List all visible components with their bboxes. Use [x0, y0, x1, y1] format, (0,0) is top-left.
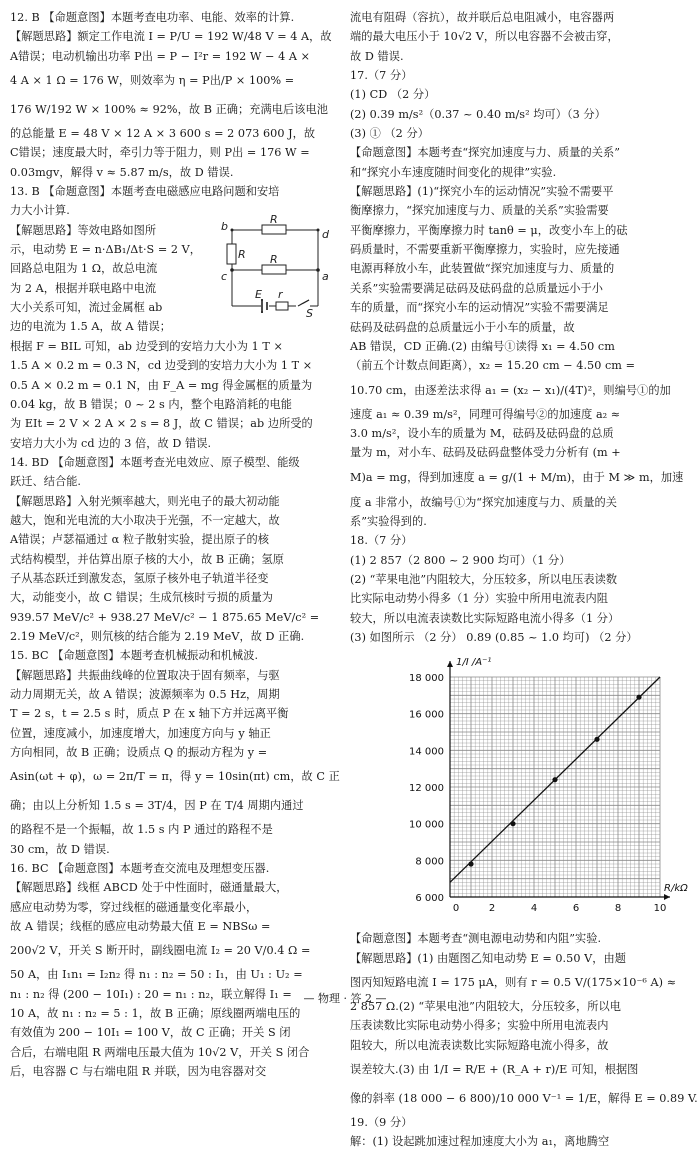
- text-line: 越大，饱和光电流的大小取决于光强，不一定越大，故: [10, 513, 280, 527]
- data-point: [510, 821, 515, 826]
- y-tick-label: 14 000: [409, 746, 444, 758]
- text-line: 2.19 MeV/c²，则氘核的结合能为 2.19 MeV，故 D 正确.: [10, 629, 305, 643]
- text-line: 关系”实验需要满足砝码及砝码盘的总质量远小于小: [350, 281, 603, 295]
- y-tick-label: 16 000: [409, 709, 444, 721]
- data-point: [552, 777, 557, 782]
- text-line: 【命题意图】本题考查“探究加速度与力、质量的关系”: [350, 146, 621, 160]
- text-line: 的路程不是一个振幅，故 1.5 s 内 P 通过的路程不是: [10, 823, 273, 837]
- y-tick-label: 10 000: [409, 819, 444, 831]
- text-line: 【解题思路】(1)“探究小车的运动情况”实验不需要平: [350, 185, 614, 199]
- text-line: T = 2 s，t = 2.5 s 时，质点 P 在 x 轴下方并远离平衡: [10, 707, 289, 721]
- label-R-top: R: [270, 213, 278, 226]
- text-line: 比实际电动势小得多（1 分）实验中所用电流表内阻: [350, 592, 609, 606]
- x-tick-label: 2: [488, 903, 496, 915]
- text-line: 边的电流为 1.5 A，故 A 错误；: [10, 320, 172, 334]
- text-line: 压表读数比实际电动势小得多；实验中所用电流表内: [350, 1019, 609, 1033]
- text-line: （前五个计数点间距离），x₂ = 15.20 cm − 4.50 cm =: [350, 359, 635, 373]
- text-line: 回路总电阻为 1 Ω，故总电流: [10, 262, 158, 276]
- text-line: 1.5 A × 0.2 m = 0.3 N，cd 边受到的安培力大小为 1 T ×: [10, 359, 313, 373]
- x-tick-label: 6: [572, 903, 580, 915]
- label-E: E: [255, 288, 262, 301]
- text-line: 10 A，故 n₁ : n₂ = 5 : 1，故 B 正确；原线圈两端电压的: [10, 1007, 301, 1021]
- text-line: (1) CD （2 分）: [350, 88, 436, 102]
- text-line: 根据 F = BIL 可知，ab 边受到的安培力大小为 1 T ×: [10, 339, 283, 353]
- text-line: (1) 2 857（2 800 ~ 2 900 均可）（1 分）: [350, 553, 571, 567]
- text-line: 量为 m，对小车、砝码及砝码盘整体受力分析有 (m +: [350, 446, 621, 460]
- text-line: 阻较大，所以电流表读数比实际短路电流小得多，故: [350, 1038, 609, 1052]
- x-tick-label: 4: [530, 903, 538, 915]
- text-line: 176 W/192 W × 100% ≈ 92%，故 B 正确；充满电后该电池: [10, 103, 328, 117]
- left-column: [10, 8, 338, 1082]
- text-line: 示，电动势 E = n·ΔB₁/Δt·S = 2 V，: [10, 243, 202, 257]
- text-line: 位置，速度减小，加速度增大，加速度方向与 y 轴正: [10, 726, 271, 740]
- x-tick-label: 8: [614, 903, 622, 915]
- text-line: 12. B 【命题意图】本题考查电功率、电能、效率的计算.: [10, 11, 295, 24]
- chart-18-figure: [350, 647, 688, 929]
- text-line: 为 2 A，根据并联电路中电流: [10, 281, 157, 295]
- x-axis-label: R/kΩ: [664, 883, 688, 895]
- text-line: 939.57 MeV/c² + 938.27 MeV/c² − 1 875.65 MeV/c² =: [10, 610, 320, 624]
- text-line: 子从基态跃迁到激发态，氢原子核外电子轨道半径变: [10, 571, 269, 585]
- text-line: 合后，右端电阻 R 两端电压最大值为 10√2 V，开关 S 闭合: [10, 1045, 310, 1059]
- text-line: A错误；电动机输出功率 P出 = P − I²r = 192 W − 4 A ×: [10, 49, 311, 63]
- label-S: S: [306, 307, 313, 320]
- node-a: [316, 268, 320, 272]
- y-tick-label: 6 000: [415, 893, 444, 905]
- text-line: 【解题思路】额定工作电流 I = P/U = 192 W/48 V = 4 A，故: [10, 30, 332, 44]
- text-line: 度 a 非常小，故编号①为“探究加速度与力、质量的关: [350, 495, 617, 509]
- text-line: 2 857 Ω.(2) “苹果电池”内阻较大，分压较多，所以电: [350, 1000, 621, 1013]
- text-line: 砝码及砝码盘的总质量远小于小车的质量，故: [350, 320, 575, 334]
- text-line: C错误；速度最大时，牵引力等于阻力，则 P出 = 176 W =: [10, 146, 310, 160]
- data-point: [468, 862, 473, 867]
- y-tick-label: 8 000: [415, 856, 444, 868]
- text-line: 力大小计算.: [10, 204, 70, 218]
- text-line: 流电有阻碍（容抗），故并联后总电阻减小，电容器两: [350, 11, 615, 24]
- node-b: [230, 268, 234, 272]
- text-line: 的总能量 E = 48 V × 12 A × 3 600 s = 2 073 600 J，故: [10, 127, 316, 141]
- text-line: 后，电容器 C 与右端电阻 R 并联，因为电容器对交: [10, 1065, 267, 1079]
- text-line: 确；由以上分析知 1.5 s = 3T/4，因 P 在 T/4 周期内通过: [10, 799, 304, 813]
- text-line: 0.03mgv，解得 v ≈ 5.87 m/s，故 D 错误.: [10, 165, 234, 179]
- page-footer: — 物理 · 答 2 —: [303, 992, 387, 1005]
- resistor-top: [262, 225, 286, 234]
- text-line: 式结构模型，并估算出原子核的大小，故 B 正确；氢原: [10, 552, 284, 566]
- text-line: 有效值为 200 − 10I₁ = 100 V，故 C 正确；开关 S 闭: [10, 1026, 291, 1040]
- text-line: 【解题思路】(1) 由题图乙知电动势 E = 0.50 V，由题: [350, 951, 626, 965]
- text-line: 【解题思路】共振曲线峰的位置取决于固有频率，与驱: [10, 668, 280, 682]
- y-axis-arrow: [447, 661, 453, 667]
- text-line: 4 A × 1 Ω = 176 W，则效率为 η = P出/P × 100% =: [10, 74, 295, 88]
- text-line: 200√2 V，开关 S 断开时，副线圈电流 I₂ = 20 V/0.4 Ω =: [10, 944, 311, 958]
- text-line: 50 A，由 I₁n₁ = I₂n₂ 得 n₁ : n₂ = 50 : I₁，由 U₁ : U₂ =: [10, 968, 303, 982]
- text-line: 大小关系可知，流过金属框 ab: [10, 301, 163, 315]
- text-line: (2) 0.39 m/s²（0.37 ~ 0.40 m/s² 均可）（3 分）: [350, 107, 606, 121]
- text-line: 感应电动势为零，穿过线框的磁通量变化率最小，: [10, 900, 258, 914]
- text-line: 30 cm，故 D 错误.: [10, 842, 110, 856]
- text-line: 17.（7 分）: [350, 69, 413, 83]
- text-line: 平衡摩擦力，平衡摩擦力时 tanθ = μ，改变小车上的砝: [350, 223, 628, 237]
- circuit-diagram-13: [218, 213, 336, 320]
- text-line: 10.70 cm，由逐差法求得 a₁ = (x₂ − x₁)/(4T)²，则编号①的加: [350, 383, 671, 397]
- text-line: 和“探究小车速度随时间变化的规律”实验.: [350, 165, 557, 179]
- label-R-left: R: [238, 248, 246, 261]
- text-line: 【解题思路】等效电路如图所: [10, 223, 157, 237]
- text-line: M)a = mg，得到加速度 a = g/(1 + M/m)，由于 M ≫ m，加速: [350, 470, 684, 484]
- text-line: 【解题思路】入射光频率越大，则光电子的最大初动能: [10, 494, 280, 508]
- text-line: 方向相同，故 B 正确；设质点 Q 的振动方程为 y =: [10, 746, 268, 760]
- text-line: 14. BD 【命题意图】本题考查光电效应、原子模型、能级: [10, 455, 300, 469]
- text-line: 解：(1) 设起跳加速过程加速度大小为 a₁，离地腾空: [350, 1135, 610, 1149]
- y-tick-label: 12 000: [409, 783, 444, 795]
- text-line: 跃迁、结合能.: [10, 475, 82, 489]
- data-point: [636, 695, 641, 700]
- y-axis-label: 1/I /A⁻¹: [456, 657, 492, 669]
- text-line: 【命题意图】本题考查“测电源电动势和内阻”实验.: [350, 932, 602, 946]
- text-line: 为 EIt = 2 V × 2 A × 2 s = 8 J，故 C 错误；ab 边所受的: [10, 417, 313, 431]
- text-line: 动力周期无关，故 A 错误；波源频率为 0.5 Hz，周期: [10, 688, 280, 701]
- text-line: 车的质量，而“探究小车的运动情况”实验不需要满足: [350, 301, 609, 315]
- text-line: 误差较大.(3) 由 1/I = R/E + (R_A + r)/E 可知，根据图: [350, 1063, 639, 1077]
- text-line: (3) ① （2 分）: [350, 127, 429, 141]
- label-a: a: [322, 270, 329, 283]
- text-line: 图丙知短路电流 I = 175 μA，则有 r = 0.5 V/(175×10⁻⁶ A) ≈: [350, 976, 677, 989]
- text-line: 故 D 错误.: [350, 49, 404, 63]
- label-R-middle: R: [270, 253, 278, 266]
- x-tick-label: 10: [653, 903, 667, 915]
- chart-1-over-I-vs-R: [350, 647, 688, 929]
- text-line: AB 错误，CD 正确.(2) 由编号①读得 x₁ = 4.50 cm: [350, 339, 615, 353]
- resistor-left: [227, 244, 236, 264]
- internal-resistance: [276, 302, 288, 310]
- text-line: 19.（9 分）: [350, 1116, 413, 1130]
- x-tick-label: 0: [452, 903, 460, 915]
- text-line: (3) 如图所示 （2 分） 0.89 (0.85 ~ 1.0 均可) （2 分）: [350, 630, 638, 644]
- text-line: 电源再释放小车，此装置做“探究加速度与力、质量的: [350, 262, 615, 276]
- text-line: A错误；卢瑟福通过 α 粒子散射实验，提出原子的核: [10, 533, 269, 547]
- label-r: r: [278, 288, 283, 301]
- text-line: 3.0 m/s²，设小车的质量为 M，砝码及砝码盘的总质: [350, 426, 614, 440]
- text-line: 0.5 A × 0.2 m = 0.1 N，由 F_A = mg 得金属框的质量为: [10, 378, 313, 392]
- text-line: 衡摩擦力，“探究加速度与力、质量的关系”实验需要: [350, 204, 609, 218]
- text-line: 13. B 【命题意图】本题考查电磁感应电路问题和安培: [10, 185, 280, 199]
- text-line: 端的最大电压小于 10√2 V，所以电容器不会被击穿，: [350, 30, 619, 44]
- resistor-middle: [262, 265, 286, 274]
- right-column: [350, 8, 698, 1152]
- data-point: [594, 737, 599, 742]
- label-b: b: [221, 220, 228, 233]
- text-line: 像的斜率 (18 000 − 6 800)/10 000 V⁻¹ = 1/E，解得 E = 0.89 V.: [350, 1092, 698, 1106]
- text-line: 系”实验得到的.: [350, 514, 427, 528]
- text-line: 15. BC 【命题意图】本题考查机械振动和机械波.: [10, 649, 259, 663]
- text-line: 16. BC 【命题意图】本题考查交流电及理想变压器.: [10, 862, 270, 876]
- text-line: 安培力大小为 cd 边的 3 倍，故 D 错误.: [10, 436, 212, 450]
- text-line: 【解题思路】线框 ABCD 处于中性面时，磁通量最大，: [10, 881, 288, 895]
- x-axis-arrow: [664, 894, 670, 900]
- text-line: 18.（7 分）: [350, 534, 413, 548]
- text-line: 较大，所以电流表读数比实际短路电流小得多（1 分）: [350, 611, 620, 625]
- text-line: n₁ : n₂ 得 (200 − 10I₁) : 20 = n₁ : n₂，联立解得 I₁ =: [10, 987, 292, 1001]
- text-line: 速度 a₁ ≈ 0.39 m/s²，同理可得编号②的加速度 a₂ ≈: [350, 407, 621, 421]
- y-tick-label: 18 000: [409, 673, 444, 685]
- label-d: d: [322, 228, 329, 241]
- right-column-top-text: [350, 8, 682, 647]
- text-line: 码质量时，不需要重新平衡摩擦力，实验时，应先接通: [350, 243, 620, 257]
- text-line: Asin(ωt + φ)，ω = 2π/T = π，得 y = 10sin(πt) cm，故 C 正: [10, 770, 340, 784]
- text-line: 大，动能变小，故 C 错误；生成氘核时亏损的质量为: [10, 591, 274, 605]
- text-line: 故 A 错误；线框的感应电动势最大值 E = NBSω =: [10, 920, 271, 934]
- text-line: 0.04 kg，故 B 错误；0 ~ 2 s 内，整个电路消耗的电能: [10, 397, 293, 411]
- right-column-bottom-text: [350, 929, 698, 1151]
- label-c: c: [221, 270, 228, 283]
- text-line: (2) “苹果电池”内阻较大，分压较多，所以电压表读数: [350, 572, 618, 586]
